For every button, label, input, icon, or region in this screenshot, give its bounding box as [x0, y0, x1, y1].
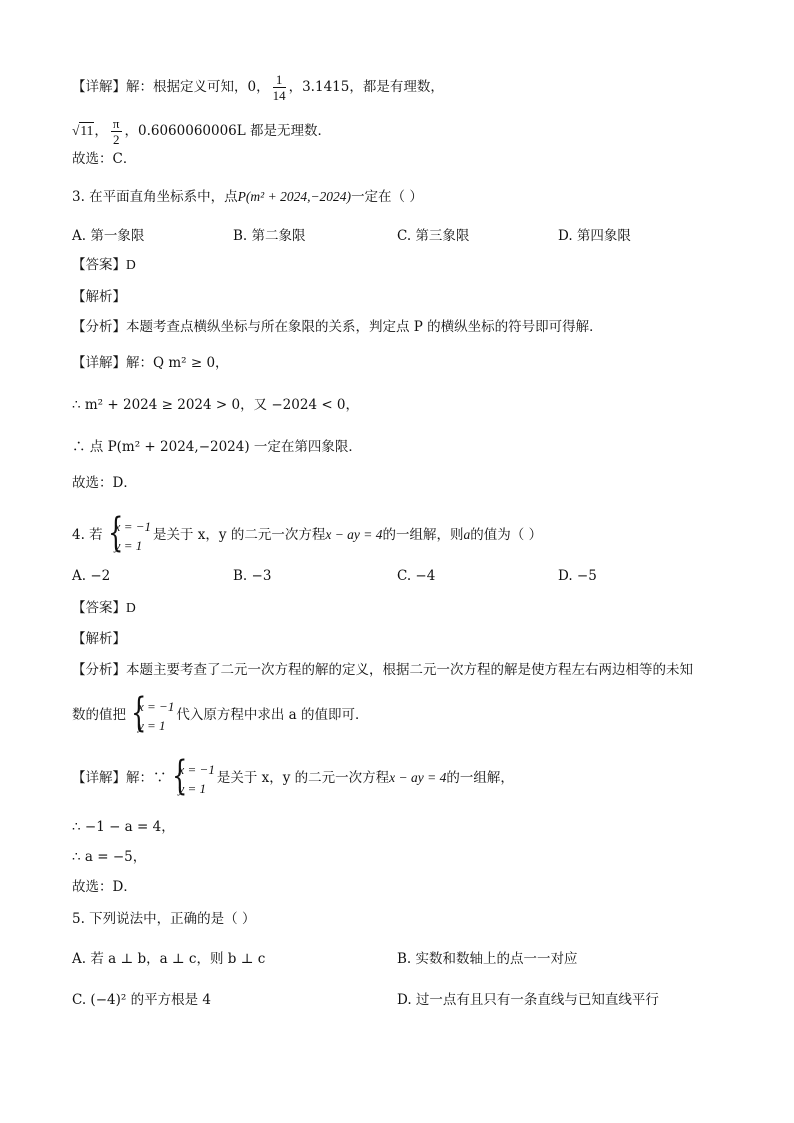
q3-answer: 【答案】D — [72, 257, 136, 273]
q3-point: P(m² + 2024,−2024) — [237, 189, 352, 204]
q3-option-a: A. 第一象限 — [72, 228, 145, 244]
q4-option-a: A. −2 — [72, 568, 111, 584]
q4-fenxi-1: 【分析】本题主要考查了二元一次方程的解的定义，根据二元一次方程的解是使方程左右两边相等的未知 — [72, 662, 693, 678]
fraction-1-14: $\frac{1}{14}$ — [272, 72, 286, 103]
q3-detail-1: 【详解】解：Q m² ≥ 0， — [72, 355, 229, 371]
q4-option-b: B. −3 — [233, 568, 272, 584]
prev-detail-line — [72, 72, 444, 103]
q3-option-b: B. 第二象限 — [233, 228, 306, 244]
q3-option-c: C. 第三象限 — [397, 228, 470, 244]
q4-answer: 【答案】D — [72, 600, 136, 616]
q4-detail-system: { x = −1 y = 1 — [169, 760, 215, 798]
q3-fenxi: 【分析】本题考查点横纵坐标与所在象限的关系，判定点 P 的横纵坐标的符号即可得解． — [72, 319, 603, 335]
q5-option-d: D. 过一点有且只有一条直线与已知直线平行 — [397, 992, 659, 1008]
q4-stem: 4. 若 { x = −1 y = 1 是关于 x，y 的二元一次方程x − ay = 4的一组解，则a的值为（ ） — [72, 512, 542, 558]
q3-detail-3: ∴ 点 P(m² + 2024,−2024) 一定在第四象限． — [72, 439, 362, 455]
irrational-line: √11， $\frac{\pi}{2}$ ，0.6060060006L 都是无理数． — [72, 116, 332, 147]
q5-option-b: B. 实数和数轴上的点一一对应 — [397, 951, 578, 967]
q5-stem: 5. 下列说法中，正确的是（ ） — [72, 911, 256, 927]
q4-analysis-tag: 【解析】 — [72, 631, 126, 647]
q4-step-1: ∴ −1 − a = 4， — [72, 819, 175, 835]
q3-detail-2: ∴ m² + 2024 ≥ 2024 > 0，又 −2024 < 0， — [72, 397, 360, 413]
irrational-text: ，0.6060060006L 都是无理数． — [124, 123, 332, 139]
q3-analysis-tag: 【解析】 — [72, 289, 126, 305]
detail-text: 解：根据定义可知，0， — [126, 79, 270, 95]
detail-text: ，3.1415，都是有理数， — [288, 79, 444, 95]
q4-choose: 故选：D． — [72, 879, 137, 895]
q4-option-d: D. −5 — [558, 568, 597, 584]
q5-option-a: A. 若 a ⊥ b，a ⊥ c，则 b ⊥ c — [72, 951, 266, 967]
q3-option-d: D. 第四象限 — [558, 228, 631, 244]
q4-detail: 【详解】解：∵ { x = −1 y = 1 是关于 x，y 的二元一次方程x − ay = 4的一组解， — [72, 755, 514, 801]
q4-option-c: C. −4 — [397, 568, 436, 584]
detail-tag: 【详解】 — [72, 79, 126, 95]
q4-step-2: ∴ a = −5， — [72, 849, 147, 865]
q4-equation-system: { x = −1 y = 1 — [105, 517, 151, 555]
q3-stem: 3. 在平面直角坐标系中，点P(m² + 2024,−2024)一定在（ ） — [72, 189, 423, 205]
q4-fenxi-system: { x = −1 y = 1 — [128, 697, 174, 735]
q3-choose: 故选：D． — [72, 475, 137, 491]
prev-choose: 故选：C． — [72, 151, 137, 167]
q5-option-c: C. (−4)² 的平方根是 4 — [72, 992, 211, 1008]
q4-fenxi-2: 数的值把 { x = −1 y = 1 代入原方程中求出 a 的值即可． — [72, 692, 368, 738]
pi-over-2: $\frac{\pi}{2}$ — [112, 116, 120, 147]
sqrt-expression: √11 — [72, 123, 94, 138]
